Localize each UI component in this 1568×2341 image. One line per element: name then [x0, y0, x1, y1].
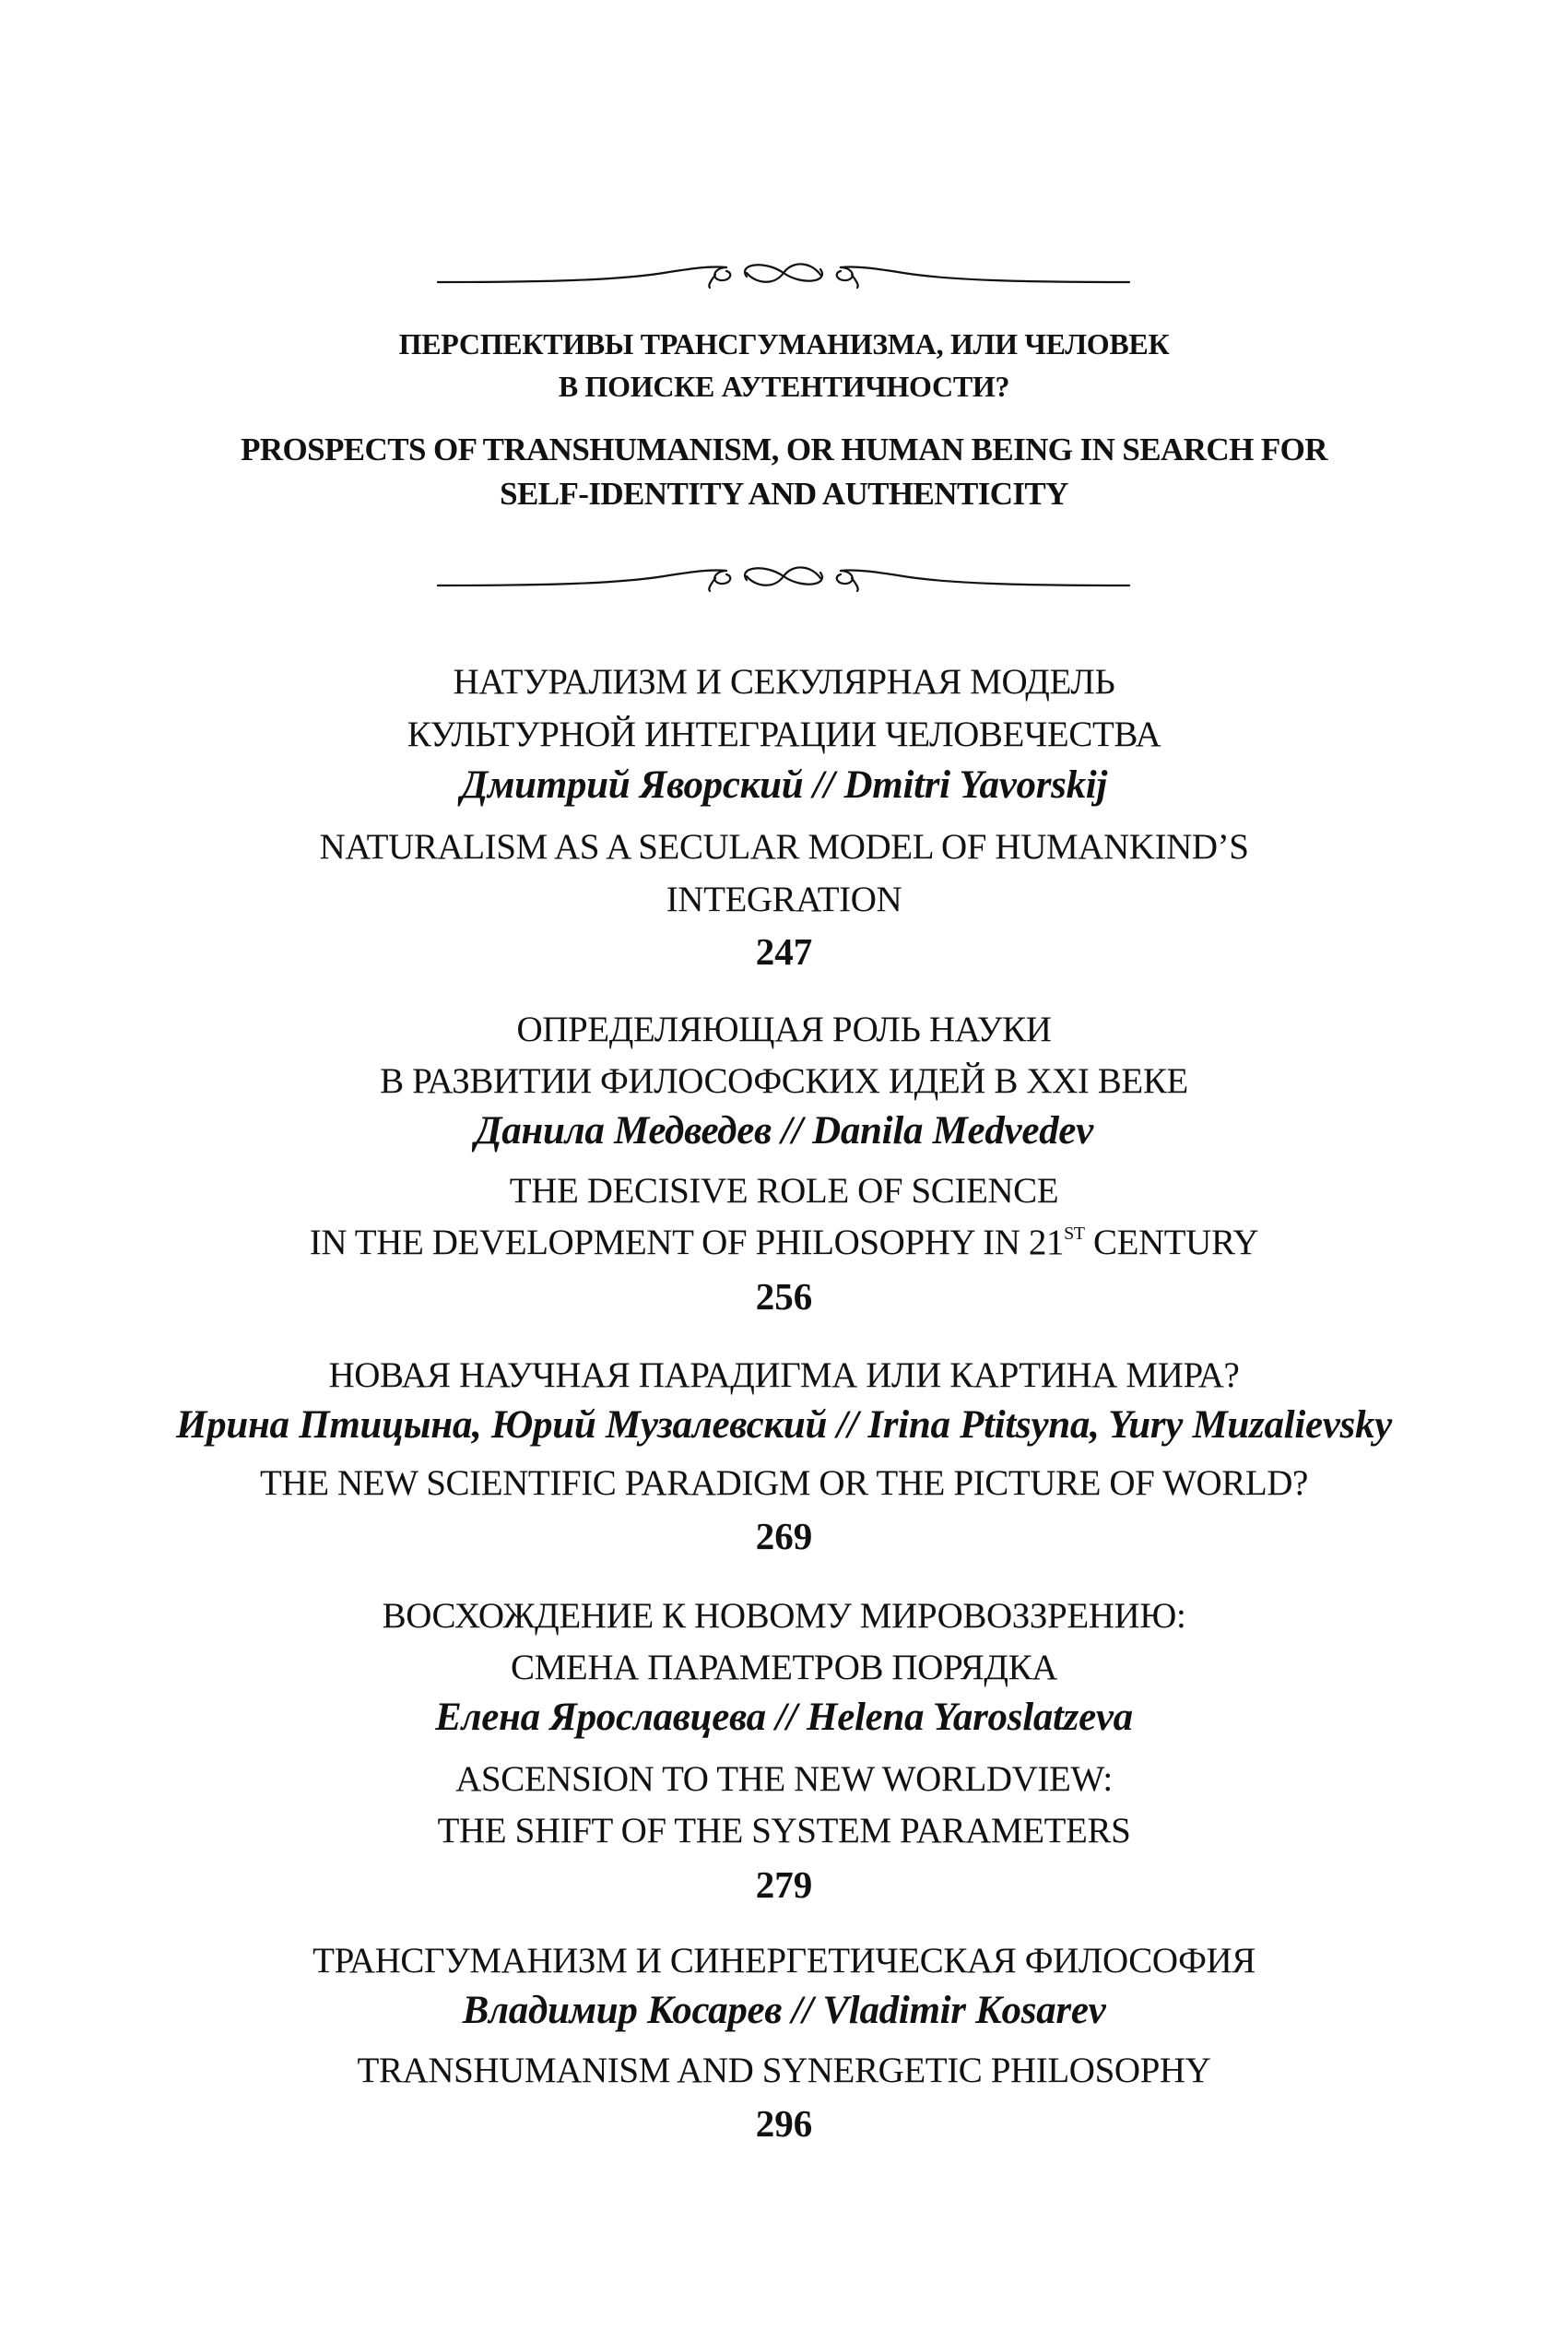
- entry-5-author: Владимир Косарев // Vladimir Kosarev: [462, 1989, 1106, 2032]
- section-title-en-line-2: SELF-IDENTITY AND AUTHENTICITY: [500, 476, 1068, 512]
- entry-5-title-ru-line-1: ТРАНСГУМАНИЗМ И СИНЕРГЕТИЧЕСКАЯ ФИЛОСОФИЯ: [312, 1941, 1256, 1980]
- section-title-ru-line-2: В ПОИСКЕ АУТЕНТИЧНОСТИ?: [558, 370, 1010, 403]
- entry-4-page-number[interactable]: 279: [755, 1863, 813, 1906]
- entry-1-page-number[interactable]: 247: [755, 930, 813, 973]
- entry-2-title-en-line-1: THE DECISIVE ROLE OF SCIENCE: [509, 1171, 1059, 1211]
- entry-4-title-en-line-1: ASCENSION TO THE NEW WORLDVIEW:: [455, 1759, 1113, 1799]
- entry-2-title-en-line-2: [0, 1224, 1568, 1260]
- ornament-divider-top: [433, 247, 1134, 312]
- entry-2-title-en-tail: CENTURY: [1084, 1223, 1259, 1262]
- entry-2-title-ru-line-2: В РАЗВИТИИ ФИЛОСОФСКИХ ИДЕЙ В XXI ВЕКЕ: [380, 1061, 1188, 1101]
- entry-4-author: Елена Ярославцева // Helena Yaroslatzeva: [435, 1696, 1133, 1739]
- entry-3-page-number[interactable]: 269: [755, 1515, 813, 1557]
- entry-1-title-en-line-1: NATURALISM AS A SECULAR MODEL OF HUMANKIND’S: [319, 827, 1249, 867]
- entry-3-title-ru-line-1: НОВАЯ НАУЧНАЯ ПАРАДИГМА ИЛИ КАРТИНА МИРА?: [328, 1355, 1240, 1395]
- entry-3-author: Ирина Птицына, Юрий Музалевский // Irina Ptitsyna, Yury Muzalievsky: [176, 1403, 1392, 1447]
- entry-2-page-number[interactable]: 256: [755, 1275, 813, 1318]
- section-title-en-line-1: PROSPECTS OF TRANSHUMANISM, OR HUMAN BEING IN SEARCH FOR: [241, 432, 1327, 467]
- entry-5-page-number[interactable]: 296: [755, 2102, 813, 2145]
- entry-1-author: Дмитрий Яворский // Dmitri Yavorskij: [460, 763, 1108, 807]
- entry-2-title-ru-line-1: ОПРЕДЕЛЯЮЩАЯ РОЛЬ НАУКИ: [516, 1010, 1052, 1049]
- entry-4-title-ru-line-2: СМЕНА ПАРАМЕТРОВ ПОРЯДКА: [511, 1648, 1057, 1687]
- entry-1-title-ru-line-1: НАТУРАЛИЗМ И СЕКУЛЯРНАЯ МОДЕЛЬ: [453, 662, 1115, 702]
- entry-3-title-en-line-1: THE NEW SCIENTIFIC PARADIGM OR THE PICTURE OF WORLD?: [260, 1463, 1308, 1503]
- entry-1-title-ru-line-2: КУЛЬТУРНОЙ ИНТЕГРАЦИИ ЧЕЛОВЕЧЕСТВА: [407, 715, 1161, 754]
- entry-1-title-en-line-2: INTEGRATION: [666, 880, 902, 919]
- ordinal-superscript: ST: [1064, 1224, 1085, 1244]
- section-title-ru-line-1: ПЕРСПЕКТИВЫ ТРАНСГУМАНИЗМА, ИЛИ ЧЕЛОВЕК: [398, 327, 1170, 361]
- entry-5-title-en-line-1: TRANSHUMANISM AND SYNERGETIC PHILOSOPHY: [357, 2051, 1211, 2090]
- entry-4-title-en-line-2: THE SHIFT OF THE SYSTEM PARAMETERS: [437, 1811, 1131, 1850]
- entry-4-title-ru-line-1: ВОСХОЖДЕНИЕ К НОВОМУ МИРОВОЗЗРЕНИЮ:: [382, 1596, 1186, 1636]
- flourish-icon: [433, 247, 1134, 312]
- ornament-divider-bottom: [433, 550, 1134, 615]
- entry-2-title-en-text: IN THE DEVELOPMENT OF PHILOSOPHY IN 21: [309, 1223, 1065, 1262]
- entry-2-author: Данила Медведев // Danila Medvedev: [475, 1109, 1093, 1153]
- flourish-icon: [433, 550, 1134, 615]
